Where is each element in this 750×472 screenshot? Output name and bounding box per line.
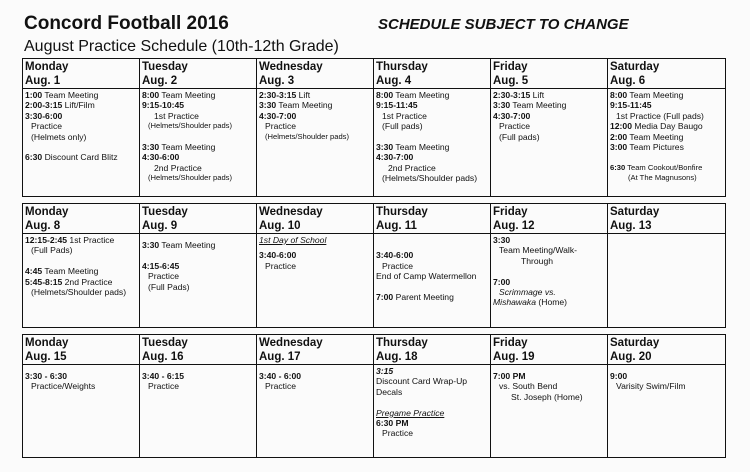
week-3-table [22, 334, 726, 458]
day-events [374, 89, 491, 196]
day-header [374, 59, 491, 88]
event-time: 3:30-6:00 [25, 110, 63, 121]
day-date: Aug. 12 [493, 220, 535, 232]
event-text: (Helmets only) [31, 131, 87, 142]
day-header [608, 204, 725, 233]
day-events [374, 365, 491, 457]
event-text: 1st Practice [154, 110, 199, 121]
event-time: 4:30-7:00 [259, 110, 297, 121]
day-date: Aug. 6 [610, 75, 646, 87]
event-line [142, 173, 254, 183]
week-header-row [23, 59, 725, 89]
event-line [493, 121, 605, 131]
week-body-row [23, 234, 725, 327]
day-name: Tuesday [142, 206, 188, 218]
day-events [23, 365, 140, 457]
day-name: Thursday [376, 61, 428, 73]
event-text: Team Pictures [627, 142, 684, 153]
week-1-table [22, 58, 726, 197]
week-2-table [22, 203, 726, 328]
event-time: 3:15 [376, 366, 394, 376]
event-line [376, 173, 488, 183]
day-name: Wednesday [259, 206, 323, 218]
day-date: Aug. 2 [142, 75, 178, 87]
day-events [374, 234, 491, 327]
event-text: Practice [382, 428, 414, 439]
day-header [257, 335, 374, 364]
event-text: Practice [382, 260, 414, 271]
week-header-row [23, 204, 725, 234]
day-name: Friday [493, 61, 528, 73]
event-text: Discount Card Wrap-Up [376, 376, 468, 387]
event-time: 3:40 - 6:00 [259, 371, 302, 381]
day-date: Aug. 10 [259, 220, 301, 232]
event-line [25, 277, 137, 287]
event-time: 3:30 [376, 142, 394, 153]
event-line [142, 371, 254, 381]
event-text: Decals [376, 386, 403, 397]
event-time: 4:45 [25, 266, 43, 277]
day-name: Tuesday [142, 61, 188, 73]
event-text: Team Meeting [510, 100, 567, 111]
event-text: 1st Practice [67, 235, 115, 245]
event-time: 1:00 [25, 90, 43, 100]
event-time: 2:00-3:15 [25, 100, 63, 111]
event-line [376, 90, 488, 100]
event-text: 1st Practice (Full pads) [616, 110, 704, 121]
event-line [259, 371, 371, 381]
event-text: Discount Card Blitz [42, 152, 118, 163]
day-header [608, 335, 725, 364]
event-line [493, 287, 605, 297]
event-text: 1st Practice [382, 110, 427, 121]
event-line [259, 235, 371, 245]
day-header [23, 59, 140, 88]
event-text: Through [521, 255, 554, 266]
event-time: 2:30-3:15 [259, 90, 297, 100]
event-line [259, 121, 371, 131]
day-events [257, 234, 374, 327]
day-name: Saturday [610, 337, 660, 349]
event-line [25, 152, 137, 162]
day-date: Aug. 4 [376, 75, 412, 87]
day-header [491, 204, 608, 233]
event-time: 3:30 [142, 142, 160, 153]
day-date: Aug. 3 [259, 75, 295, 87]
event-line [142, 240, 254, 250]
event-time: 12:00 [610, 121, 632, 132]
event-line [376, 428, 488, 438]
day-date: Aug. 11 [376, 220, 417, 232]
event-line [376, 111, 488, 121]
event-text: (Full Pads) [31, 245, 73, 256]
day-name: Saturday [610, 61, 660, 73]
event-line [610, 121, 723, 131]
page-title: Concord Football 2016 [24, 13, 229, 34]
event-text: (Full pads) [499, 131, 540, 142]
event-line [259, 111, 371, 121]
event-line [25, 111, 137, 121]
event-time: 9:15-11:45 [376, 100, 418, 111]
event-line [25, 90, 137, 100]
event-line [142, 163, 254, 173]
day-name: Thursday [376, 337, 428, 349]
day-date: Aug. 18 [376, 351, 418, 363]
day-date: Aug. 13 [610, 220, 652, 232]
week-body-row [23, 365, 725, 457]
event-line [142, 261, 254, 271]
event-line [259, 132, 371, 142]
event-time: 8:00 [142, 90, 160, 100]
day-header [374, 335, 491, 364]
spacer [376, 235, 488, 245]
event-line [376, 376, 488, 386]
event-line [610, 371, 723, 381]
event-line [376, 142, 488, 152]
day-name: Monday [25, 337, 69, 349]
day-date: Aug. 17 [259, 351, 301, 363]
event-text: (Helmets/Shoulder pads) [31, 287, 127, 298]
event-line [376, 366, 488, 376]
day-events [140, 365, 257, 457]
event-line [610, 173, 723, 183]
event-line [610, 142, 723, 152]
event-line [142, 121, 254, 131]
week-body-row [23, 89, 725, 196]
event-text: Parent Meeting [393, 292, 454, 302]
event-text: (Helmets/Shoulder pads) [148, 121, 232, 131]
spacer [142, 250, 254, 260]
event-line [25, 381, 137, 391]
event-time: 3:30 [493, 100, 511, 111]
event-line [610, 132, 723, 142]
event-text: Mishawaka [493, 297, 536, 308]
event-time: 7:00 [493, 276, 511, 287]
event-line [25, 100, 137, 110]
event-text: 2nd Practice [62, 276, 113, 287]
event-time: 3:40-6:00 [259, 250, 297, 261]
event-line [493, 100, 605, 110]
day-events [140, 89, 257, 196]
event-time: 9:15-11:45 [610, 100, 652, 111]
event-time: 2:00 [610, 131, 628, 142]
event-time: 6:30 [25, 152, 43, 163]
event-text: 1st Day of School [259, 235, 327, 245]
day-date: Aug. 9 [142, 220, 178, 232]
day-events [23, 89, 140, 196]
day-header [140, 59, 257, 88]
event-text: Lift/Film [62, 100, 95, 111]
event-line [493, 111, 605, 121]
event-line [610, 163, 723, 173]
event-time: 5:45-8:15 [25, 276, 63, 287]
day-name: Friday [493, 337, 528, 349]
event-time: 3:30 [493, 235, 511, 245]
event-text: Team Meeting [276, 100, 333, 111]
event-line [25, 132, 137, 142]
event-time: 7:00 [376, 292, 394, 302]
day-date: Aug. 15 [25, 351, 67, 363]
event-line [259, 250, 371, 260]
event-line [142, 142, 254, 152]
day-events [608, 89, 725, 196]
event-text: 2nd Practice [154, 162, 202, 173]
day-events [491, 365, 608, 457]
event-text: Practice [148, 381, 180, 392]
event-line [376, 163, 488, 173]
event-time: 9:00 [610, 371, 628, 381]
event-line [610, 90, 723, 100]
event-text: 2nd Practice [388, 162, 436, 173]
event-line [493, 381, 605, 391]
event-text: Practice [265, 121, 297, 132]
event-line [142, 111, 254, 121]
day-header [374, 204, 491, 233]
day-name: Friday [493, 206, 528, 218]
day-events [140, 234, 257, 327]
day-header [257, 204, 374, 233]
event-text: (Full pads) [382, 121, 423, 132]
event-time: 12:15-2:45 [25, 235, 68, 245]
event-line [610, 100, 723, 110]
event-line [493, 256, 605, 266]
schedule-notice: SCHEDULE SUBJECT TO CHANGE [378, 16, 629, 33]
event-line [25, 245, 137, 255]
day-name: Monday [25, 61, 69, 73]
event-text: (Helmets/Shoulder pads) [148, 173, 232, 183]
event-time: 2:30-3:15 [493, 90, 531, 100]
event-time: 4:30-7:00 [493, 110, 531, 121]
event-line [493, 297, 605, 307]
event-text: (Full Pads) [148, 281, 190, 292]
event-text-suffix: (Home) [536, 297, 568, 308]
event-text: Team Meeting [627, 90, 684, 100]
event-line [376, 271, 488, 281]
event-text: Team Meeting [42, 90, 99, 100]
event-line [376, 387, 488, 397]
day-header [491, 59, 608, 88]
event-text: Media Day Baugo [631, 121, 703, 132]
event-line [376, 152, 488, 162]
day-date: Aug. 8 [25, 220, 61, 232]
event-line [376, 100, 488, 110]
event-line [376, 418, 488, 428]
event-text: End of Camp Watermellon [376, 271, 477, 282]
event-time: 8:00 [610, 90, 628, 100]
day-events [608, 365, 725, 457]
event-time: 4:15-6:45 [142, 260, 180, 271]
event-time: 3:30 [142, 240, 160, 250]
event-time: 4:30-6:00 [142, 152, 180, 163]
event-text: Team Cookout/Bonfire [625, 162, 703, 172]
day-name: Saturday [610, 206, 660, 218]
event-line [142, 152, 254, 162]
event-text: Team Meeting [42, 266, 99, 277]
event-text: Practice [499, 121, 531, 132]
day-name: Wednesday [259, 337, 323, 349]
event-text: Team Meeting [159, 90, 216, 100]
event-text: Scrimmage vs. [499, 287, 556, 298]
event-line [25, 121, 137, 131]
event-line [376, 261, 488, 271]
day-name: Tuesday [142, 337, 188, 349]
week-header-row [23, 335, 725, 365]
event-line [25, 371, 137, 381]
event-text: (Helmets/Shoulder pads) [382, 173, 478, 184]
event-line [376, 121, 488, 131]
event-text: Team Meeting [393, 90, 450, 100]
day-events [23, 234, 140, 327]
day-header [608, 59, 725, 88]
event-line [493, 90, 605, 100]
event-line [142, 90, 254, 100]
event-line [259, 90, 371, 100]
spacer [25, 256, 137, 266]
event-time: 6:30 [610, 162, 626, 172]
spacer [142, 132, 254, 142]
day-date: Aug. 5 [493, 75, 529, 87]
event-time: 4:30-7:00 [376, 152, 414, 163]
day-header [491, 335, 608, 364]
event-text: Practice [31, 121, 63, 132]
event-text: Team Meeting/Walk- [499, 245, 578, 256]
event-time: 3:30 [259, 100, 277, 111]
event-time: 3:40 - 6:15 [142, 371, 185, 381]
event-line [493, 235, 605, 245]
event-text: St. Joseph (Home) [511, 391, 583, 402]
event-line [376, 408, 488, 418]
event-text: vs. South Bend [499, 381, 558, 392]
event-time: 8:00 [376, 90, 394, 100]
day-name: Thursday [376, 206, 428, 218]
event-time: 3:40-6:00 [376, 250, 414, 261]
event-line [142, 381, 254, 391]
event-line [142, 100, 254, 110]
day-name: Monday [25, 206, 69, 218]
day-date: Aug. 19 [493, 351, 535, 363]
event-text: (Helmets/Shoulder pads) [265, 131, 349, 141]
event-line [25, 287, 137, 297]
spacer [25, 142, 137, 152]
spacer [610, 152, 723, 162]
day-name: Wednesday [259, 61, 323, 73]
event-text: Team Meeting [393, 142, 450, 153]
event-line [376, 292, 488, 302]
event-line [493, 392, 605, 402]
event-time: 7:00 PM [493, 371, 526, 381]
event-text: Pregame Practice [376, 407, 445, 418]
event-line [493, 132, 605, 142]
event-line [25, 235, 137, 245]
day-header [23, 204, 140, 233]
event-time: 9:15-10:45 [142, 100, 185, 111]
day-header [257, 59, 374, 88]
day-events [491, 234, 608, 327]
day-date: Aug. 20 [610, 351, 652, 363]
spacer [376, 282, 488, 292]
event-line [376, 250, 488, 260]
spacer [493, 266, 605, 276]
event-line [259, 261, 371, 271]
event-text: Practice [148, 271, 180, 282]
day-header [140, 335, 257, 364]
event-text: Lift [530, 90, 545, 100]
event-line [493, 371, 605, 381]
event-text: (At The Magnusons) [628, 173, 697, 183]
event-line [493, 277, 605, 287]
day-events [608, 234, 725, 327]
event-text: Team Meeting [159, 142, 216, 153]
event-line [610, 111, 723, 121]
day-events [491, 89, 608, 196]
page-subtitle: August Practice Schedule (10th-12th Grade) [24, 38, 339, 55]
day-events [257, 89, 374, 196]
event-time: 3:00 [610, 142, 628, 153]
event-line [259, 100, 371, 110]
day-date: Aug. 1 [25, 75, 61, 87]
event-text: Lift [296, 90, 311, 100]
event-text: Practice [265, 381, 297, 392]
event-text: Team Meeting [627, 131, 684, 142]
event-time: 6:30 PM [376, 418, 409, 429]
day-events [257, 365, 374, 457]
event-line [259, 381, 371, 391]
day-header [140, 204, 257, 233]
spacer [376, 132, 488, 142]
spacer [376, 397, 488, 407]
event-line [610, 381, 723, 391]
event-text: Practice/Weights [31, 381, 96, 392]
event-time: 3:30 - 6:30 [25, 371, 68, 381]
day-date: Aug. 16 [142, 351, 184, 363]
event-text: Practice [265, 260, 297, 271]
event-line [142, 282, 254, 292]
event-line [25, 266, 137, 276]
event-text: Varisity Swim/Film [616, 381, 686, 392]
event-line [142, 271, 254, 281]
day-header [23, 335, 140, 364]
event-line [493, 245, 605, 255]
event-text: Team Meeting [159, 240, 216, 250]
